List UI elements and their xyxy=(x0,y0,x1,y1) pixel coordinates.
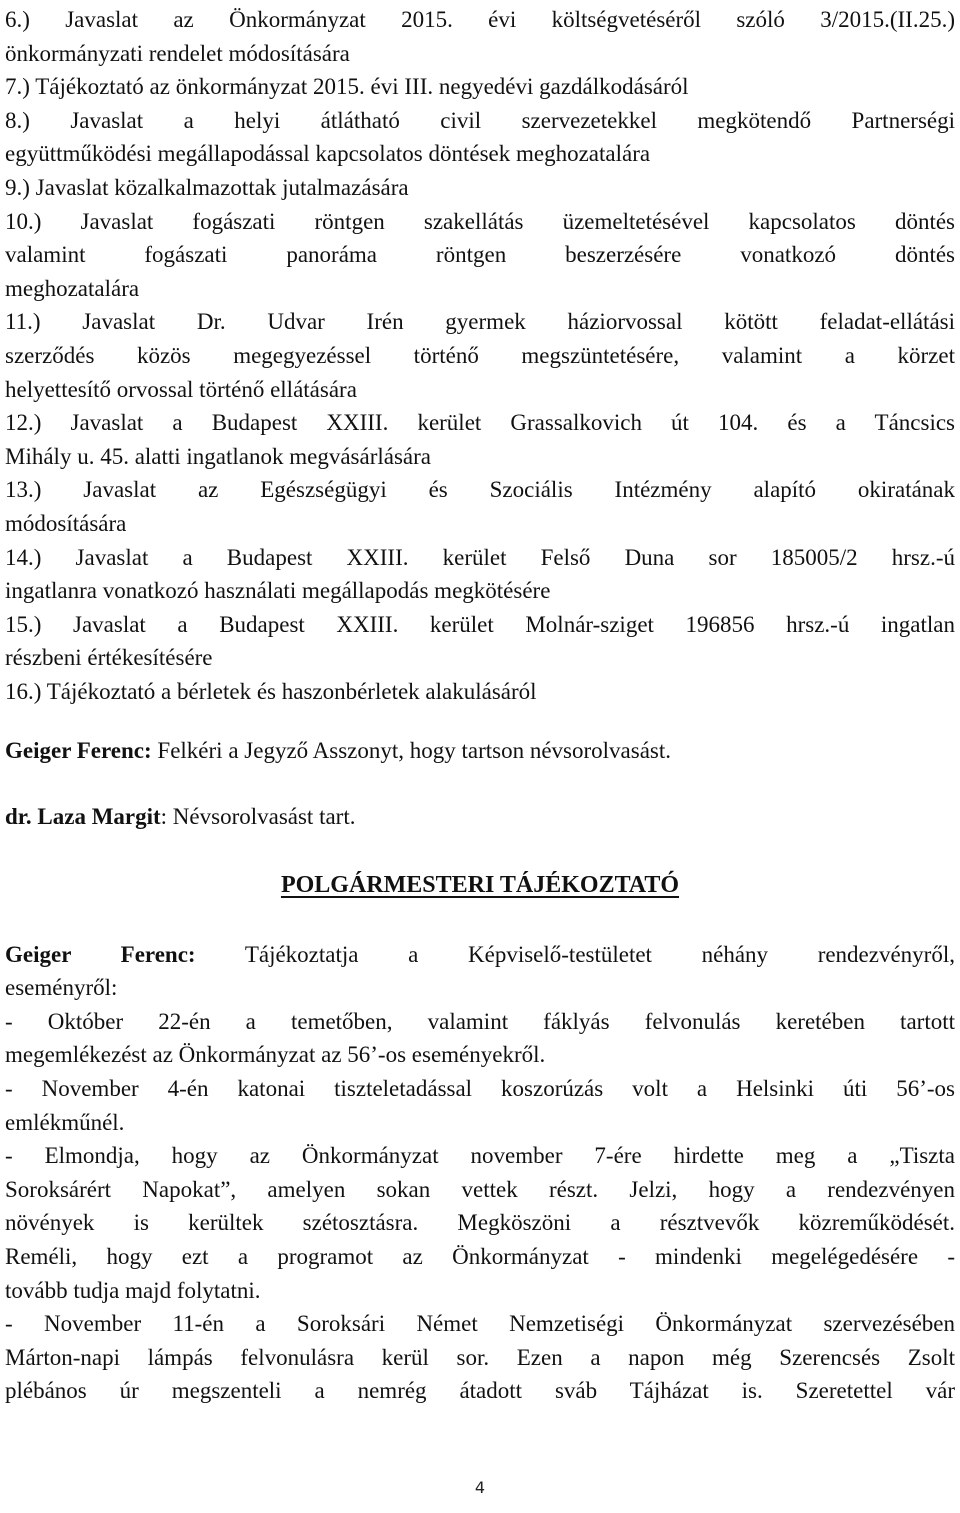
text-line: Márton-napi lámpás felvonulásra kerül sor. Ezen a napon még Szerencsés Zsolt xyxy=(5,1344,955,1370)
agenda-item-7 xyxy=(5,70,955,104)
text-line: szerződés közös megegyezéssel történő megszüntetésére, valamint a körzet xyxy=(5,342,955,368)
agenda-item-16 xyxy=(5,675,955,709)
text-line: 13.) Javaslat az Egészségügyi és Szociális Intézmény alapító okiratának xyxy=(5,477,955,503)
text-line: 9.) Javaslat közalkalmazottak jutalmazására xyxy=(5,174,409,200)
text-line: tovább tudja majd folytatni. xyxy=(5,1277,261,1303)
statement-paragraph xyxy=(5,734,955,768)
page-number: 4 xyxy=(474,1478,486,1497)
text-line: önkormányzati rendelet módosítására xyxy=(5,40,350,66)
text-line: 14.) Javaslat a Budapest XXIII. kerület Felső Duna sor 185005/2 hrsz.-ú xyxy=(5,544,955,570)
text-line: Reméli, hogy ezt a programot az Önkormányzat - mindenki megelégedésére - xyxy=(5,1244,955,1269)
text-line: módosítására xyxy=(5,510,127,536)
text-line: megemlékezést az Önkormányzat az 56’-os eseményekről. xyxy=(5,1042,546,1068)
text-line: 15.) Javaslat a Budapest XXIII. kerület Molnár-sziget 196856 hrsz.-ú ingatlan xyxy=(5,611,955,637)
agenda-item-13 xyxy=(5,473,955,540)
report-first-line: Tájékoztatja a Képviselő-testületet néhány rendezvényről, xyxy=(195,941,955,967)
text-line: - November 4-én katonai tiszteletadással koszorúzás volt a Helsinki úti 56’-os xyxy=(5,1076,955,1102)
text-line xyxy=(5,938,955,972)
text-line: emlékműnél. xyxy=(5,1109,125,1135)
statement-colon: : xyxy=(160,804,168,830)
agenda-item-14 xyxy=(5,541,955,608)
text-line: eseményről: xyxy=(5,975,118,1001)
agenda-item-11 xyxy=(5,305,955,406)
agenda-item-10 xyxy=(5,205,955,306)
statement-text: Névsorolvasást tart. xyxy=(167,804,356,830)
speaker-name: dr. Laza Margit xyxy=(5,804,161,830)
agenda-list xyxy=(5,3,955,708)
text-line: meghozatalára xyxy=(5,275,140,301)
text-line: 12.) Javaslat a Budapest XXIII. kerület Grassalkovich út 104. és a Táncsics xyxy=(5,410,955,436)
text-line: ingatlanra vonatkozó használati megállapodás megkötésére xyxy=(5,578,551,604)
agenda-item-8 xyxy=(5,104,955,171)
text-line: - Október 22-én a temetőben, valamint fáklyás felvonulás keretében tartott xyxy=(5,1008,955,1034)
text-line: - Elmondja, hogy az Önkormányzat november 7-ére hirdette meg a „Tiszta xyxy=(5,1143,955,1169)
text-line: Mihály u. 45. alatti ingatlanok megvásárlására xyxy=(5,443,432,469)
text-line: - November 11-én a Soroksári Német Nemzetiségi Önkormányzat szervezésében xyxy=(5,1311,955,1337)
statement-text: Felkéri a Jegyző Asszonyt, hogy tartson névsorolvasást. xyxy=(151,738,672,764)
text-line: 8.) Javaslat a helyi átlátható civil szervezetekkel megkötendő Partnerségi xyxy=(5,107,955,133)
agenda-item-12 xyxy=(5,406,955,473)
text-line: 16.) Tájékoztató a bérletek és haszonbérletek alakulásáról xyxy=(5,678,537,704)
statement-paragraph xyxy=(5,800,955,834)
text-line: együttműködési megállapodással kapcsolatos döntések meghozatalára xyxy=(5,141,651,167)
text-line: részbeni értékesítésére xyxy=(5,645,213,671)
agenda-item-9 xyxy=(5,171,955,205)
speaker-name: Geiger Ferenc: xyxy=(5,941,196,967)
text-line: növények is kerültek szétosztásra. Megköszöni a résztvevők közreműködését. xyxy=(5,1210,955,1236)
text-line: 6.) Javaslat az Önkormányzat 2015. évi költségvetéséről szóló 3/2015.(II.25.) xyxy=(5,7,955,32)
text-line: 10.) Javaslat fogászati röntgen szakellátás üzemeltetésével kapcsolatos döntés xyxy=(5,208,955,234)
text-line: 11.) Javaslat Dr. Udvar Irén gyermek háziorvossal kötött feladat-ellátási xyxy=(5,309,955,335)
agenda-item-6 xyxy=(5,3,955,70)
report-paragraph xyxy=(5,938,955,1408)
text-line: Soroksárért Napokat”, amelyen sokan vettek részt. Jelzi, hogy a rendezvényen xyxy=(5,1176,955,1202)
text-line: 7.) Tájékoztató az önkormányzat 2015. évi III. negyedévi gazdálkodásáról xyxy=(5,74,689,100)
agenda-item-15 xyxy=(5,608,955,675)
text-line: helyettesítő orvossal történő ellátására xyxy=(5,376,357,402)
text-line: plébános úr megszenteli a nemrég átadott sváb Tájházat is. Szeretettel vár xyxy=(5,1378,955,1404)
text-line: valamint fogászati panoráma röntgen beszerzésére vonatkozó döntés xyxy=(5,242,955,268)
document-page xyxy=(5,3,955,1408)
speaker-name: Geiger Ferenc: xyxy=(5,738,152,764)
section-heading: POLGÁRMESTERI TÁJÉKOZTATÓ xyxy=(280,871,680,898)
